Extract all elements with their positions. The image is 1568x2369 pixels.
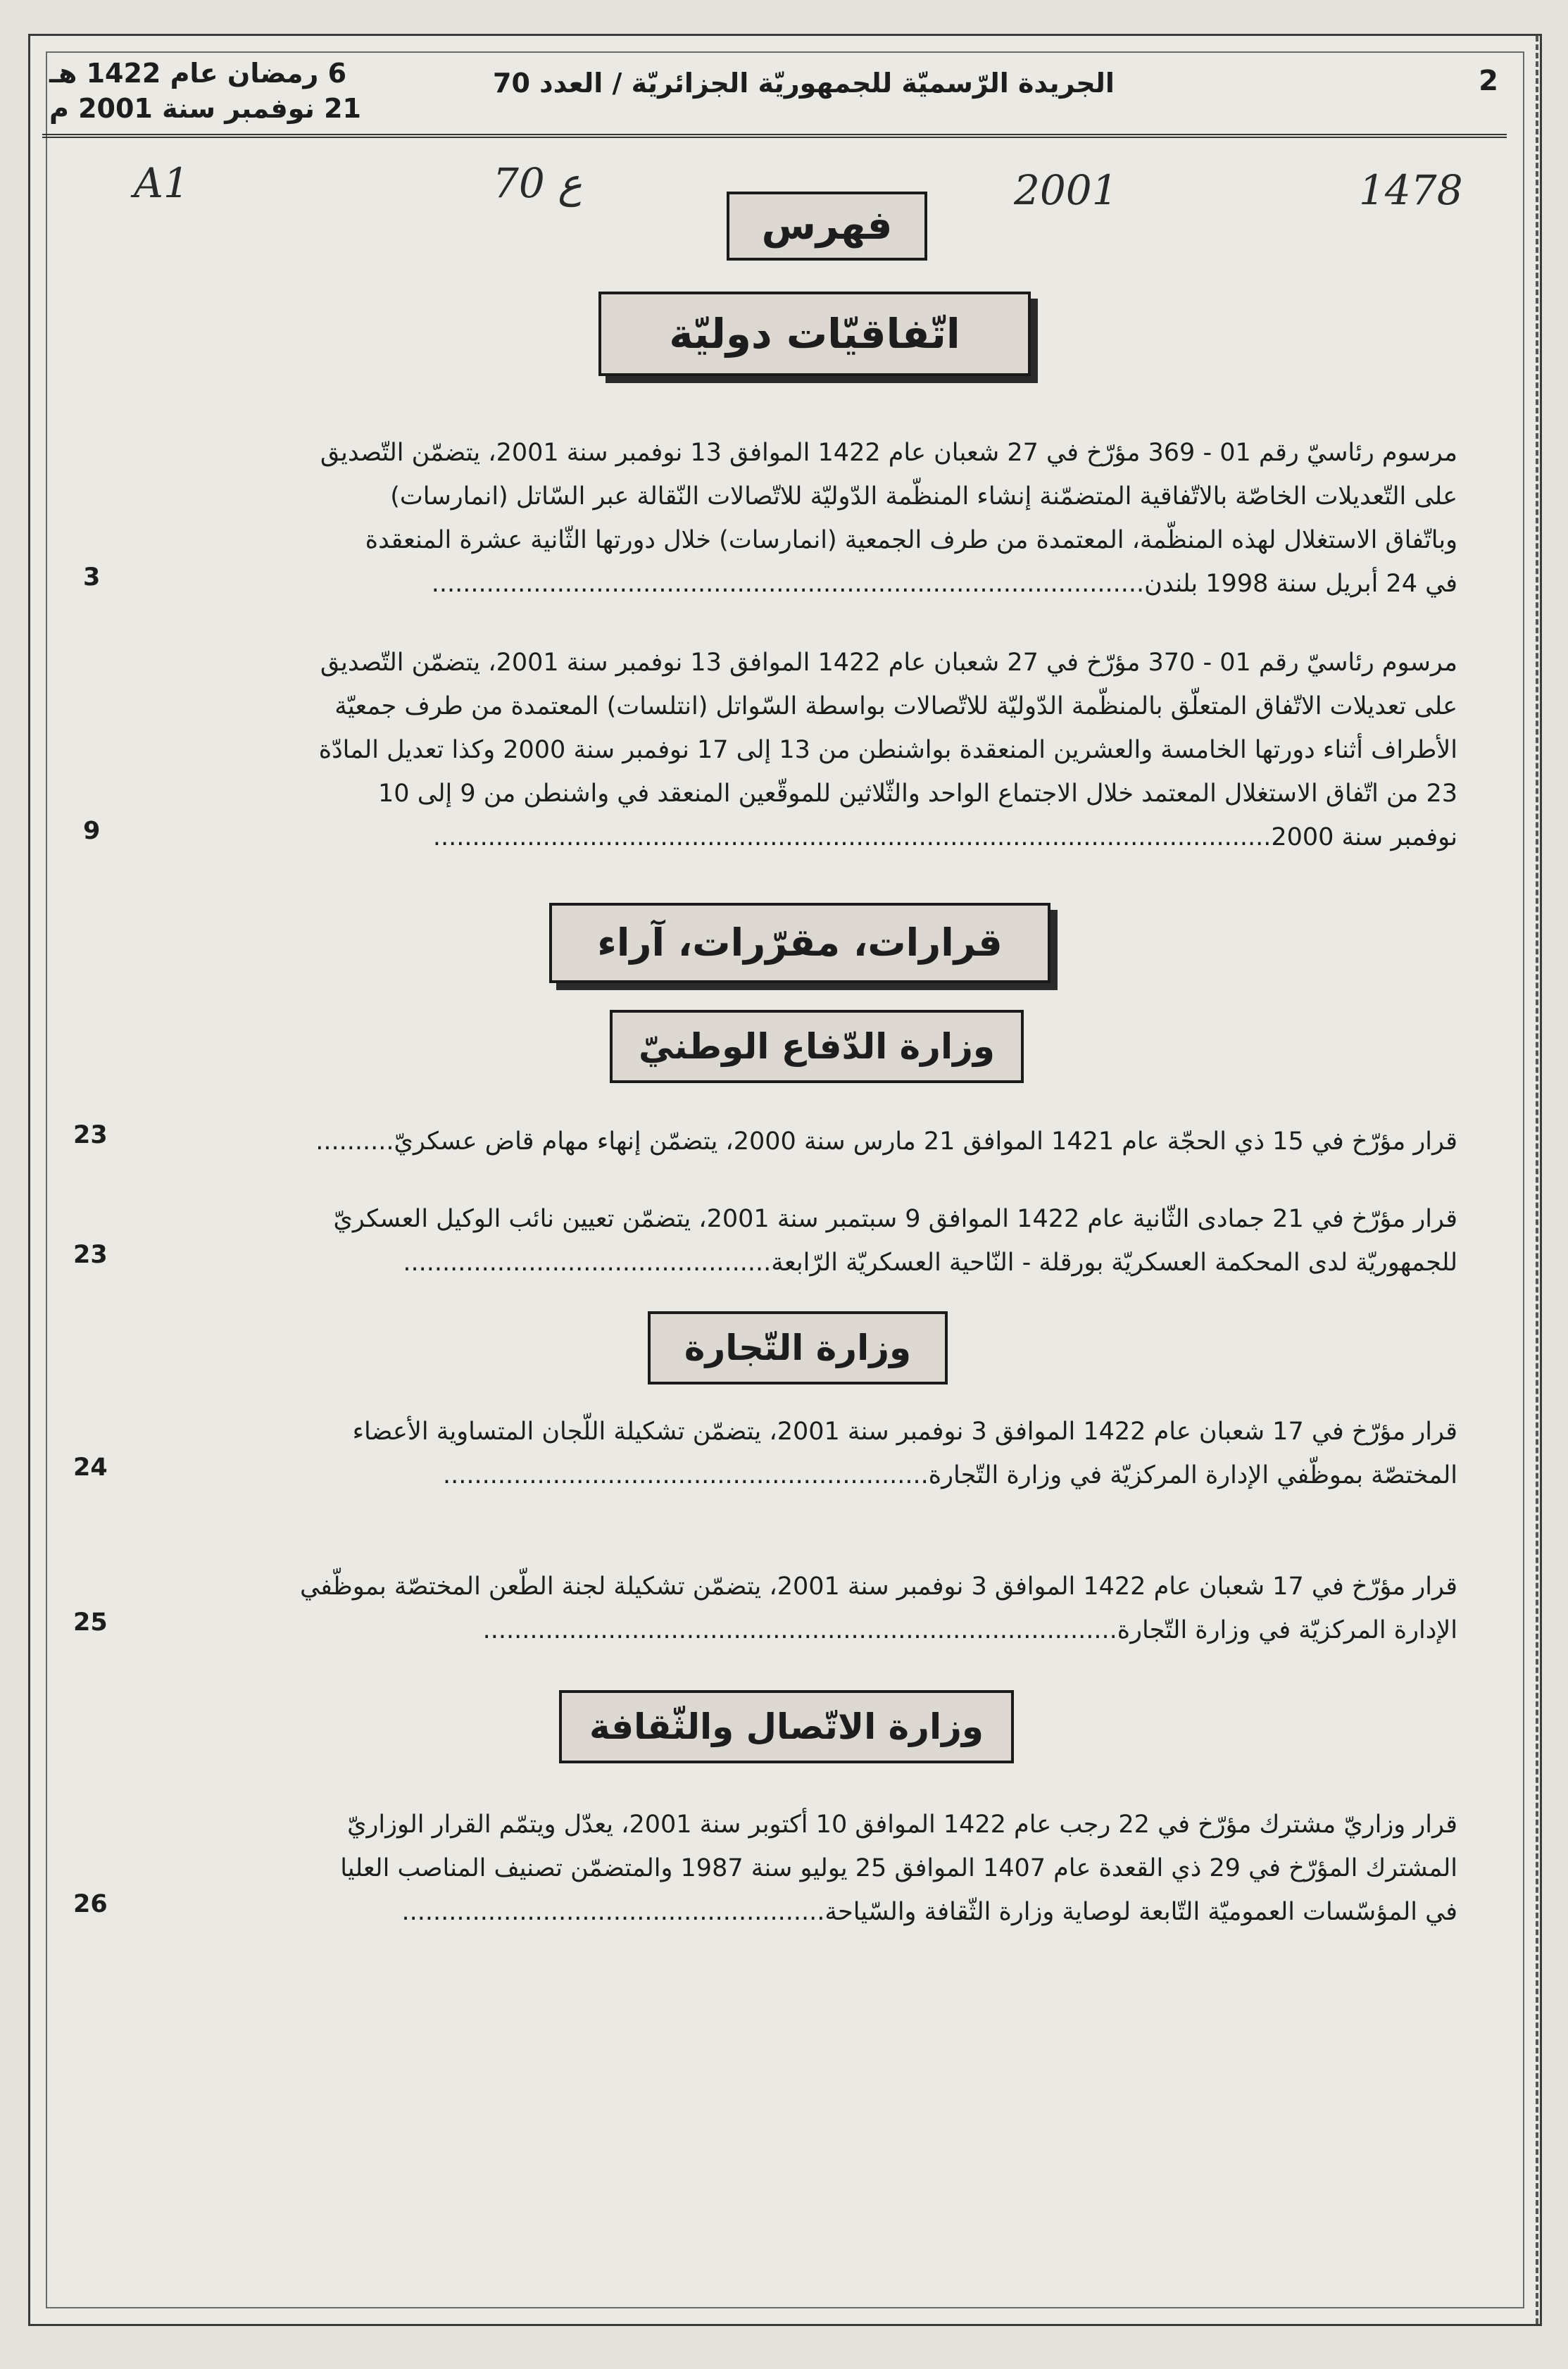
journal-title: الجريدة الرّسميّة للجمهوريّة الجزائريّة / العدد 70 xyxy=(493,68,1115,99)
handwritten-note-year: 2001 xyxy=(1014,166,1118,214)
entry-line: الأطراف أثناء دورتها الخامسة والعشرين المنعقدة بواشنطن من 13 إلى 17 نوفمبر سنة 2000 وكذا تعديل المادّة xyxy=(318,736,1457,764)
entry-line: قرار مؤرّخ في 17 شعبان عام 1422 الموافق 3 نوفمبر سنة 2001، يتضمّن تشكيلة اللّجان المتساوية الأعضاء xyxy=(352,1418,1457,1446)
page-inner-border xyxy=(46,51,1524,2308)
entry-page-number: 23 xyxy=(73,1241,108,1269)
entry-page-number: 9 xyxy=(83,817,101,845)
section-title-ministry-commerce: وزارة التّجارة xyxy=(648,1311,948,1384)
entry-line: قرار مؤرّخ في 21 جمادى الثّانية عام 1422 الموافق 9 سبتمبر سنة 2001، يتضمّن تعيين نائب الوكيل العسكريّ xyxy=(333,1205,1457,1233)
entry-page-number: 25 xyxy=(73,1608,108,1637)
toc-entry xyxy=(134,641,1457,859)
entry-page-number: 3 xyxy=(83,563,101,592)
section-title-international-agreements: اتّفاقيّات دوليّة xyxy=(598,292,1031,376)
entry-line: قرار وزاريّ مشترك مؤرّخ في 22 رجب عام 1422 الموافق 10 أكتوبر سنة 2001، يعدّل ويتمّم القرار الوزاريّ xyxy=(347,1811,1457,1839)
hijri-date: 6 رمضان عام 1422 هـ xyxy=(49,58,347,89)
entry-line: وباتّفاق الاستغلال لهذه المنظّمة، المعتمدة من طرف الجمعية (انمارسات) خلال دورتها الثّانية عشرة المنعقدة xyxy=(365,526,1457,554)
entry-line: في المؤسّسات العموميّة التّابعة لوصاية وزارة الثّقافة والسّياحة...................................................... xyxy=(401,1898,1457,1926)
entry-line: قرار مؤرّخ في 17 شعبان عام 1422 الموافق 3 نوفمبر سنة 2001، يتضمّن تشكيلة لجنة الطّعن المختصّة بموظّفي xyxy=(300,1573,1457,1601)
entry-line: المختصّة بموظّفي الإدارة المركزيّة في وزارة التّجارة.............................................................. xyxy=(443,1461,1457,1489)
entry-line: مرسوم رئاسيّ رقم 01 - 370 مؤرّخ في 27 شعبان عام 1422 الموافق 13 نوفمبر سنة 2001، يتضمّن التّصديق xyxy=(320,649,1457,677)
right-dashed-margin xyxy=(1536,36,1538,2324)
page-header xyxy=(42,49,1507,138)
entry-line: على التّعديلات الخاصّة بالاتّفاقية المتضمّنة إنشاء المنظّمة الدّوليّة للاتّصالات النّقالة عبر السّاتل (انمارسات) xyxy=(390,482,1457,511)
section-title-ministry-communication-culture: وزارة الاتّصال والثّقافة xyxy=(559,1690,1014,1763)
entry-line: للجمهوريّة لدى المحكمة العسكريّة بورقلة - النّاحية العسكريّة الرّابعة............................................... xyxy=(403,1249,1457,1277)
entry-page-number: 24 xyxy=(73,1454,108,1482)
entry-line: المشترك المؤرّخ في 29 ذي القعدة عام 1407 الموافق 25 يوليو سنة 1987 والمتضمّن تصنيف المناصب العليا xyxy=(340,1854,1457,1882)
entry-page-number: 23 xyxy=(73,1121,108,1149)
handwritten-note-issue: 70 ع xyxy=(493,159,582,207)
toc-entry xyxy=(134,1565,1457,1652)
toc-entry xyxy=(134,1410,1457,1497)
entry-line: نوفمبر سنة 2000........................................................................................................... xyxy=(432,823,1457,851)
page-frame xyxy=(28,34,1542,2326)
handwritten-note-a1: A1 xyxy=(134,159,189,207)
toc-entry xyxy=(134,1197,1457,1284)
entry-line: على تعديلات الاتّفاق المتعلّق بالمنظّمة الدّوليّة للاتّصالات بواسطة السّواتل (انتلسات) المعتمدة من طرف جمعيّة xyxy=(334,692,1457,720)
entry-line: 23 من اتّفاق الاستغلال المعتمد خلال الاجتماع الواحد والثّلاثين للموقّعين المنعقد في واشنطن من 9 إلى 10 xyxy=(378,780,1457,808)
handwritten-note-number: 1478 xyxy=(1359,166,1463,214)
gregorian-date: 21 نوفمبر سنة 2001 م xyxy=(49,93,361,124)
section-title-ministry-defense: وزارة الدّفاع الوطنيّ xyxy=(610,1010,1024,1083)
entry-line: الإدارة المركزيّة في وزارة التّجارة................................................................................. xyxy=(482,1616,1457,1644)
entry-line: مرسوم رئاسيّ رقم 01 - 369 مؤرّخ في 27 شعبان عام 1422 الموافق 13 نوفمبر سنة 2001، يتضمّن التّصديق xyxy=(320,439,1457,467)
entry-line: قرار مؤرّخ في 15 ذي الحجّة عام 1421 الموافق 21 مارس سنة 2000، يتضمّن إنهاء مهام قاض عسكريّ.......... xyxy=(315,1127,1457,1156)
entry-line: في 24 أبريل سنة 1998 بلندن........................................................................................... xyxy=(431,570,1457,598)
toc-entry xyxy=(134,1120,1457,1163)
toc-entry xyxy=(134,1803,1457,1934)
section-title-decisions: قرارات، مقرّرات، آراء xyxy=(549,903,1050,983)
toc-title: فهرس xyxy=(727,192,927,261)
page-number: 2 xyxy=(1479,65,1498,97)
entry-page-number: 26 xyxy=(73,1890,108,1918)
toc-entry xyxy=(134,431,1457,606)
